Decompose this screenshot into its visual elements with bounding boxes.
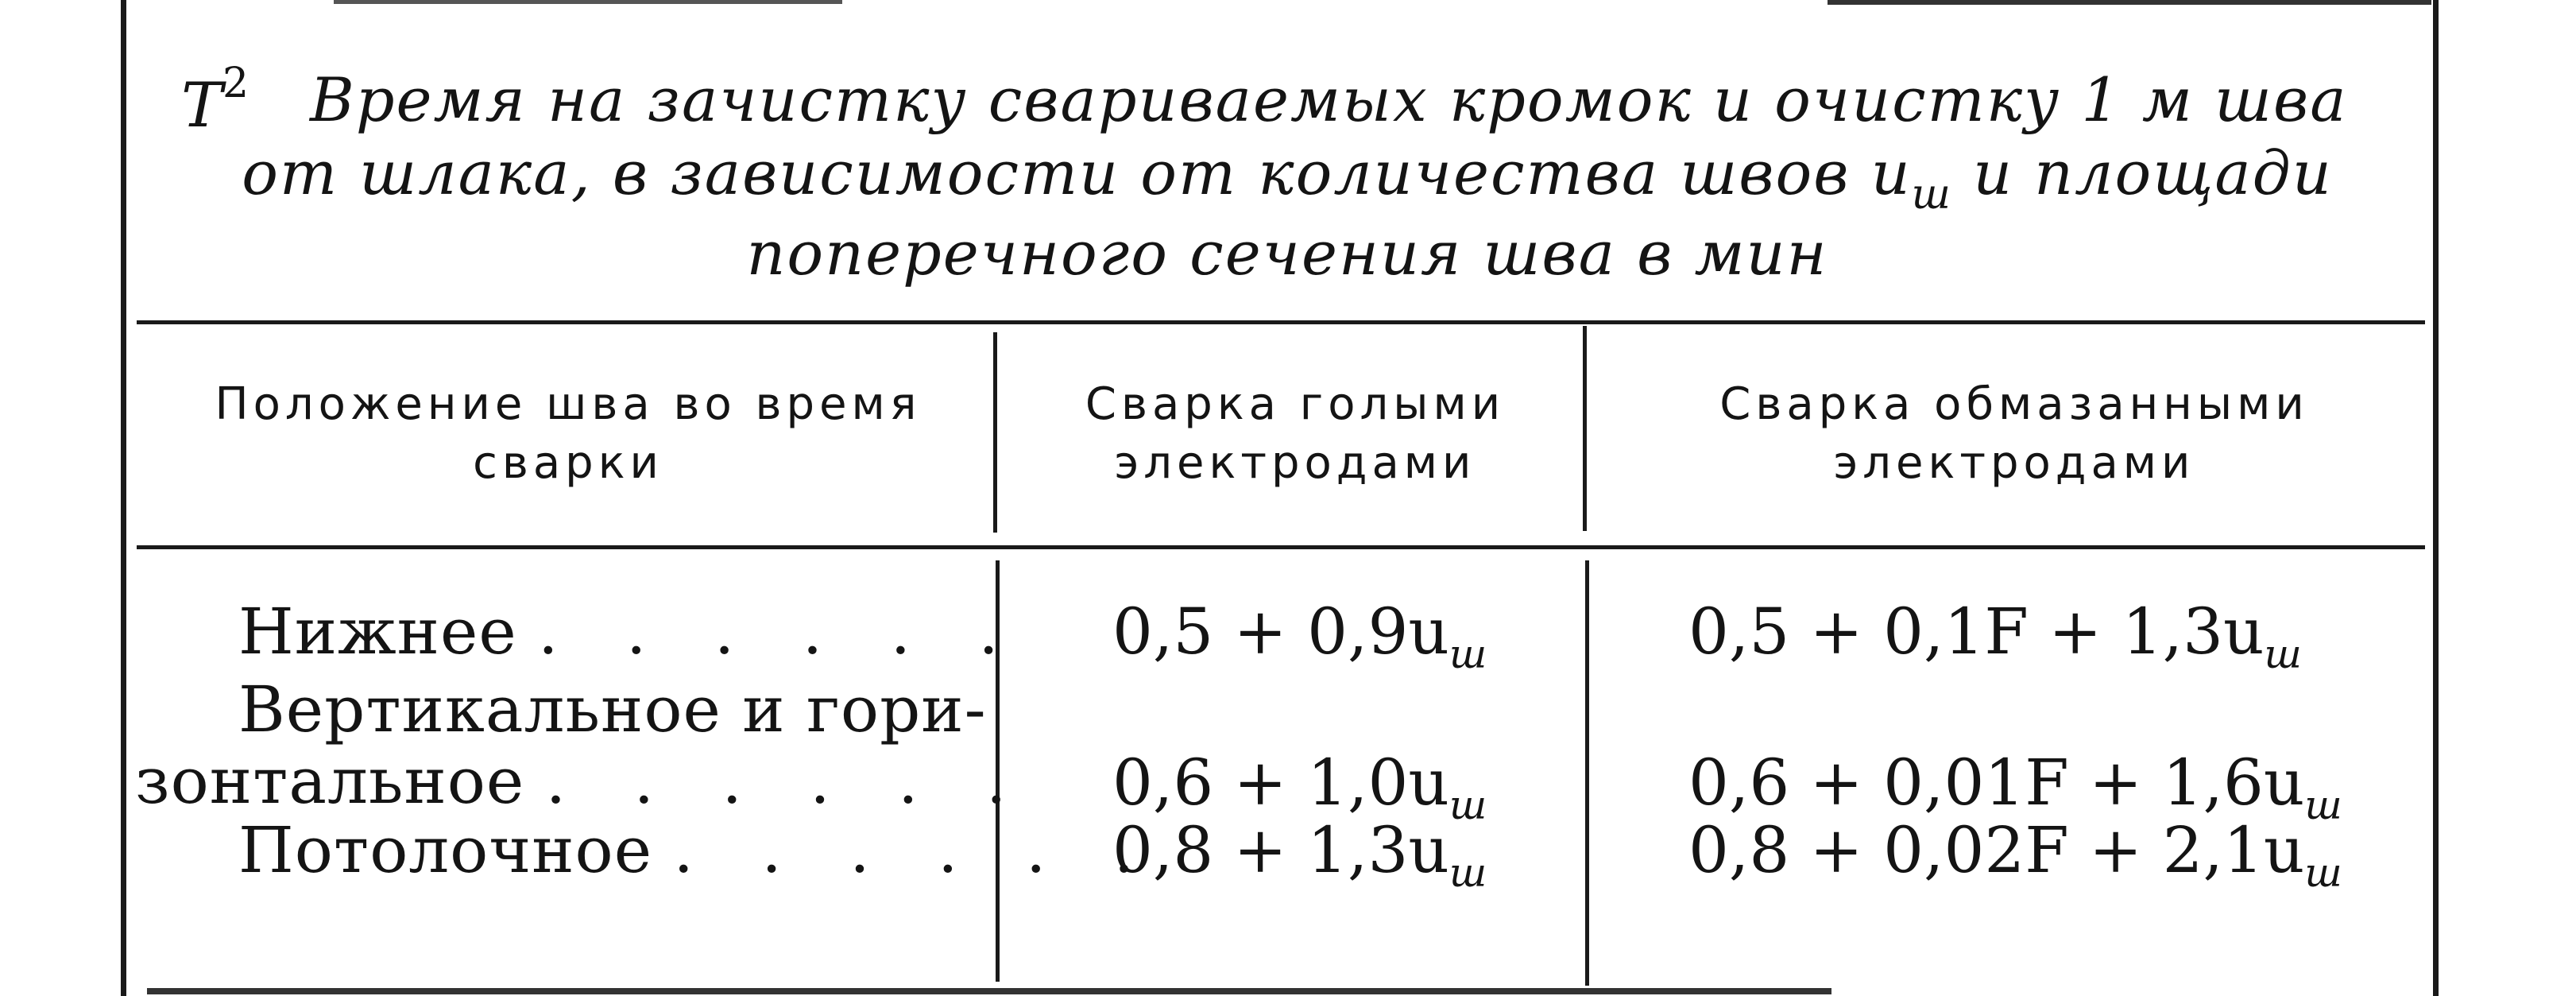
table-title [183, 64, 2392, 290]
cell-bare-vertical: $0,6 + 1,0u_ш$ [1112, 746, 1487, 828]
row-label-vertical-line2: зонтальное . . . . . . [135, 744, 1031, 818]
table-reference: $T^2$ [181, 60, 249, 141]
cell-coated-vertical: $0,6 + 0,01F + 1,6u_ш$ [1688, 746, 2342, 828]
column-separator [993, 332, 997, 533]
row-label-lower: Нижнее . . . . . . [238, 595, 1023, 669]
top-rule-right [1828, 0, 2431, 5]
cell-coated-ceiling: $0,8 + 0,02F + 2,1u_ш$ [1688, 813, 2342, 896]
column-header-position: Положение шва во время сварки [215, 378, 922, 489]
right-border [2433, 0, 2439, 996]
column-header-bare: Сварка голыми электродами [1085, 378, 1506, 489]
top-rule-left [334, 0, 842, 4]
cell-bare-ceiling: $0,8 + 1,3u_ш$ [1112, 813, 1487, 896]
column-header-coated: Сварка обмазанными электродами [1719, 378, 2309, 489]
row-label-vertical-line1: Вертикальное и гори- [238, 672, 987, 746]
column-header-rule [137, 545, 2425, 549]
column-separator [1583, 326, 1587, 531]
left-border [121, 0, 126, 996]
cell-bare-lower: $0,5 + 0,9u_ш$ [1112, 595, 1487, 677]
title-line-3: поперечного сечения шва в мин [746, 218, 1828, 289]
header-rule [137, 320, 2425, 324]
bottom-rule [147, 988, 1831, 994]
cell-coated-lower: $0,5 + 0,1F + 1,3u_ш$ [1688, 595, 2302, 677]
row-label-ceiling: Потолочное . . . . . . [238, 813, 1158, 887]
title-line-1: Время на зачистку свариваемых кромок и очистку 1 м шва [310, 64, 2348, 135]
title-line-2: от шлака, в зависимости от количества швов $u_ш$ и площади [242, 138, 2333, 219]
column-separator [1585, 560, 1589, 986]
